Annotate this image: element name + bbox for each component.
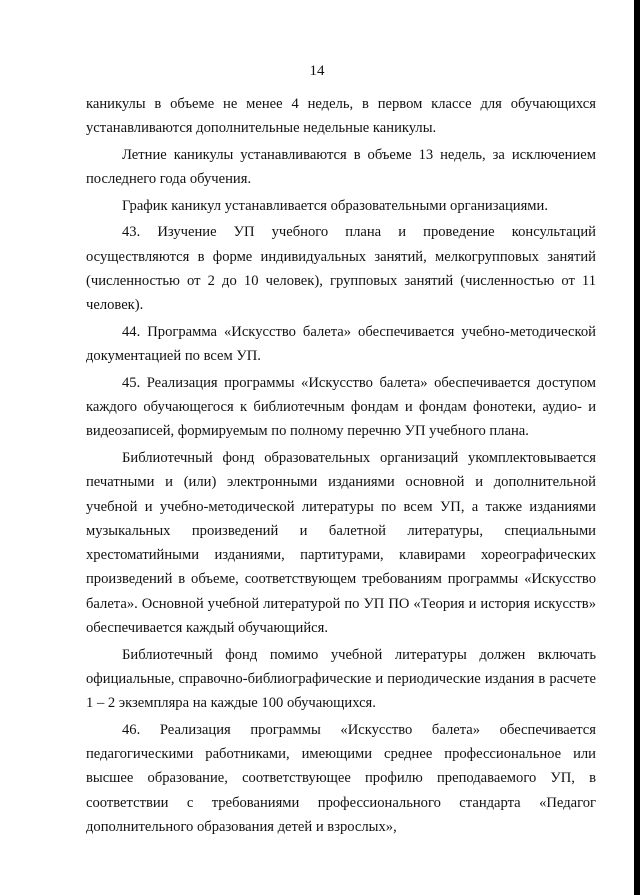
paragraph-3: График каникул устанавливается образовательными организациями. <box>122 197 548 214</box>
paragraph-6: 45. Реализация программы «Искусство балета» обеспечивается доступом каждого обучающегося к библиотечным фондам и фондам фонотеки, аудио- и видеозаписей, формируемым по полному перечню УП учебного плана. <box>86 374 596 440</box>
scan-edge <box>634 0 640 895</box>
paragraph-1: каникулы в объеме не менее 4 недель, в первом классе для обучающихся устанавливаются дополнительные недельные каникулы. <box>86 96 596 137</box>
paragraph-7: Библиотечный фонд образовательных организаций укомплектовывается печатными и (или) электронными изданиями основной и дополнительной учебной и учебно-методической литературы по всем УП, а также изданиями музыкальных произведений и балетной литературы, специальными хрестоматийными изданиями, партитурами, клавирами хореографических произведений в объеме, соответствующем требованиям программы «Искусство балета». Основной учебной литературой по УП ПО «Теория и история искусств» обеспечивается каждый обучающийся. <box>86 449 596 637</box>
paragraph-4: 43. Изучение УП учебного плана и проведение консультаций осуществляются в форме индивидуальных занятий, мелкогрупповых занятий (численностью от 2 до 10 человек), групповых занятий (численностью от 11 человек). <box>86 224 596 314</box>
paragraph-8: Библиотечный фонд помимо учебной литературы должен включать официальные, справочно-библиографические и периодические издания в расчете 1 – 2 экземпляра на каждые 100 обучающихся. <box>86 646 596 712</box>
page-number: 14 <box>309 63 325 79</box>
paragraph-2: Летние каникулы устанавливаются в объеме 13 недель, за исключением последнего года обучения. <box>86 146 596 188</box>
paragraph-9: 46. Реализация программы «Искусство балета» обеспечивается педагогическими работниками, имеющими среднее профессиональное или высшее образование, соответствующее профилю преподаваемого УП, в соответствии с требованиями профессионального стандарта «Педагог дополнительного образования детей и взрослых», <box>86 721 596 835</box>
document-body <box>86 92 596 842</box>
paragraph-5: 44. Программа «Искусство балета» обеспечивается учебно-методической документацией по всем УП. <box>86 323 596 365</box>
